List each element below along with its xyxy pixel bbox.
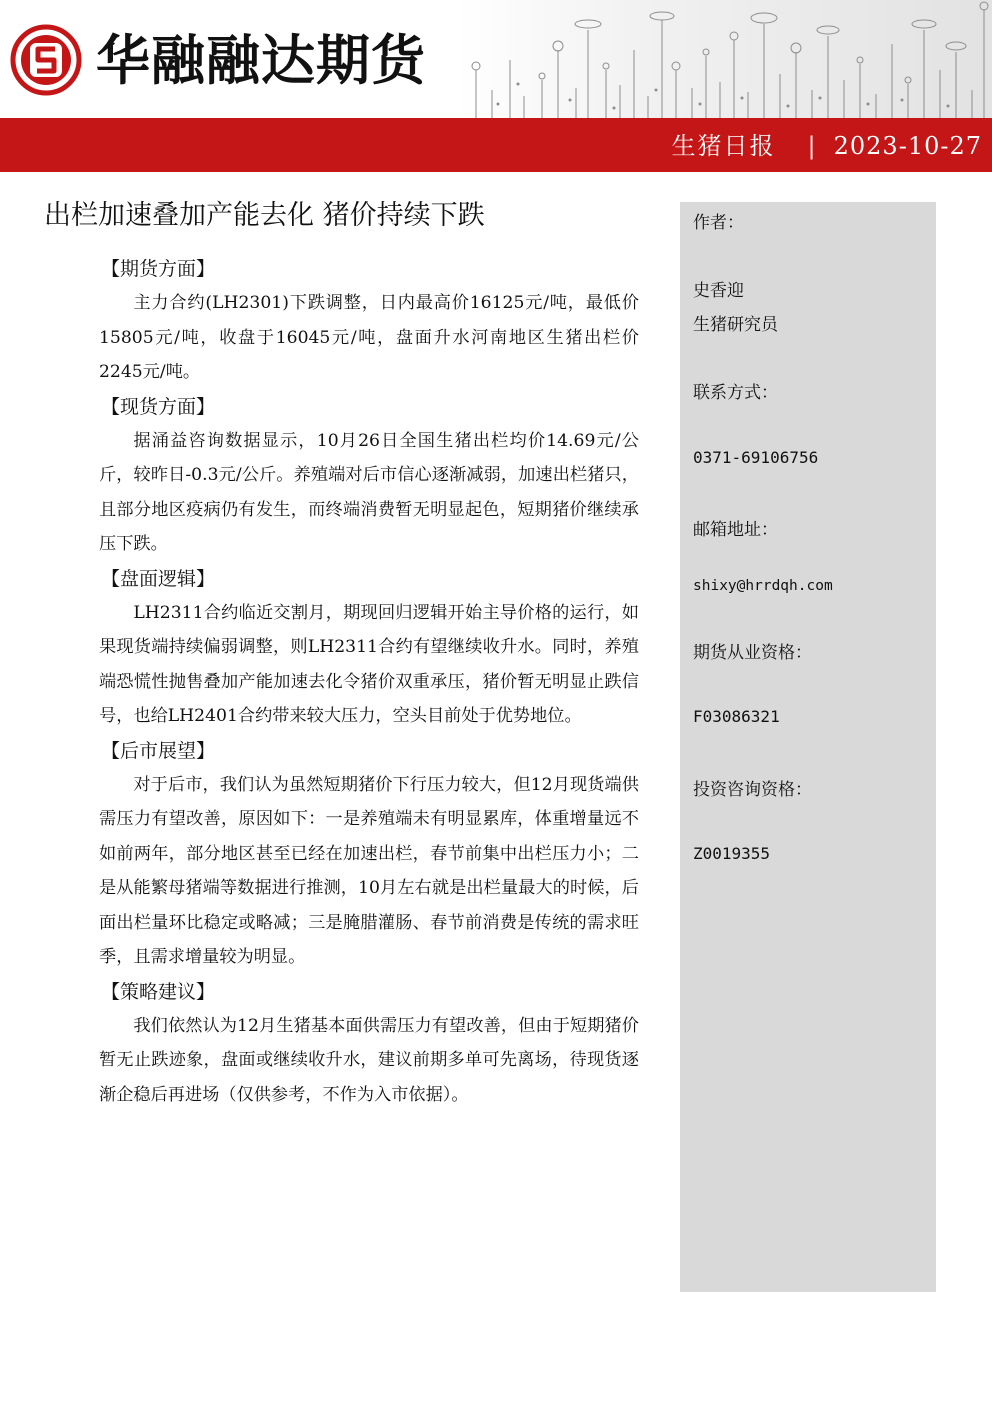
report-type: 生猪日报 [671,132,776,160]
section-futures [99,252,639,390]
section-paragraph: 主力合约(LH2301)下跌调整，日内最高价16125元/吨，最低价15805元/吨，收盘于16045元/吨，盘面升水河南地区生猪出栏价2245元/吨。 [99,293,639,382]
section-paragraph: LH2311合约临近交割月，期现回归逻辑开始主导价格的运行，如果现货端持续偏弱调整，则LH2311合约有望继续收升水。同时，养殖端恐慌性抛售叠加产能加速去化令猪价双重承压，猪价暂无明显止跌信号，也给LH2401合约带来较大压力，空头目前处于优势地位。 [99,602,639,726]
email-address[interactable]: shixy@hrrdqh.com [693,578,833,594]
title-banner [0,118,992,172]
author-name: 史香迎 [693,281,744,301]
contact-label: 联系方式： [693,383,778,403]
futures-qualification-number: F03086321 [693,707,780,726]
section-heading: 【后市展望】 [101,739,216,762]
investment-qualification-number: Z0019355 [693,844,771,863]
section-heading: 【盘面逻辑】 [101,567,216,590]
section-outlook [99,734,639,975]
phone-number: 0371-69106756 [693,448,819,467]
section-logic [99,562,639,734]
brand-name: 华融融达期货 [96,29,426,92]
report-body [99,252,639,1112]
section-heading: 【策略建议】 [101,980,216,1003]
futures-qualification-label: 期货从业资格： [693,643,812,663]
author-sidebar [680,202,936,1292]
investment-qualification-label: 投资咨询资格： [693,780,812,800]
section-paragraph: 对于后市，我们认为虽然短期猪价下行压力较大，但12月现货端供需压力有望改善，原因如下：一是养殖端未有明显累库，体重增量远不如前两年，部分地区甚至已经在加速出栏，春节前集中出栏压力小；二是从能繁母猪端等数据进行推测，10月左右就是出栏量最大的时候，后面出栏量环比稳定或略减；三是腌腊灌肠、春节前消费是传统的需求旺季，且需求增量较为明显。 [99,774,639,967]
huarong-logo-icon [10,24,82,96]
page-header [0,0,992,118]
author-role: 生猪研究员 [693,315,778,335]
banner-separator: | [807,132,816,160]
section-paragraph: 我们依然认为12月生猪基本面供需压力有望改善，但由于短期猪价暂无止跌迹象，盘面或继续收升水，建议前期多单可先离场，待现货逐渐企稳后再进场（仅供参考，不作为入市依据）。 [99,1015,639,1105]
section-strategy [99,975,639,1113]
report-date: 2023-10-27 [833,132,982,160]
author-label: 作者： [693,213,744,233]
section-heading: 【现货方面】 [101,395,216,418]
circle-pattern-icon [458,0,992,118]
decorative-pattern [458,0,992,118]
section-spot [99,390,639,562]
email-label: 邮箱地址： [693,520,778,540]
banner-text [672,118,982,172]
section-heading: 【期货方面】 [101,258,216,280]
section-paragraph: 据涌益咨询数据显示，10月26日全国生猪出栏均价14.69元/公斤，较昨日-0.3元/公斤。养殖端对后市信心逐渐减弱，加速出栏猪只，且部分地区疫病仍有发生，而终端消费暂无明显起色，短期猪价继续承压下跌。 [99,430,639,554]
report-title: 出栏加速叠加产能去化 猪价持续下跌 [44,200,485,231]
